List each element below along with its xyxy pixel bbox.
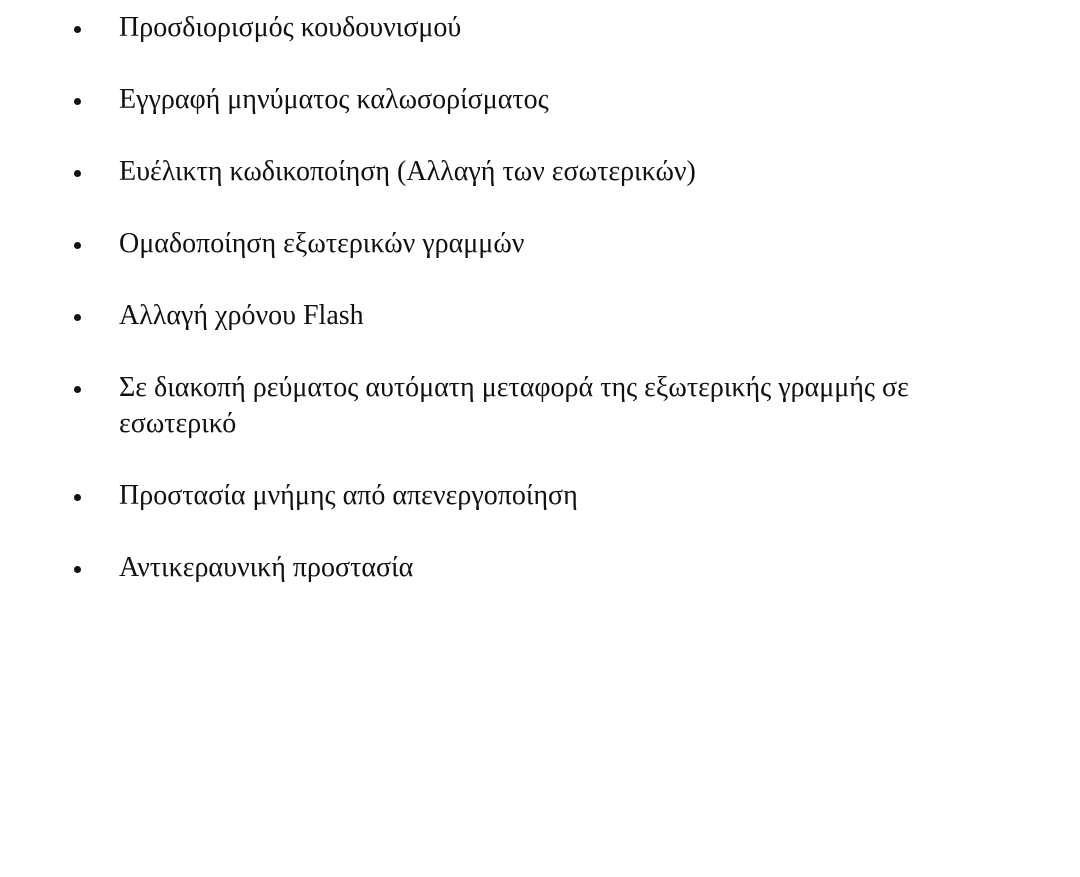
bullet-icon	[70, 478, 84, 514]
list-item-text: Αντικεραυνική προστασία	[119, 552, 414, 583]
list-item	[0, 154, 1080, 190]
list-item	[0, 478, 1080, 514]
list-item	[0, 82, 1080, 118]
list-item	[0, 550, 1080, 586]
list-item	[0, 10, 1080, 46]
bullet-icon	[70, 10, 84, 46]
list-item-text: Ευέλικτη κωδικοποίηση (Αλλαγή των εσωτερικών)	[119, 156, 696, 187]
list-item-text: Εγγραφή μηνύματος καλωσορίσματος	[119, 84, 549, 115]
list-item	[0, 370, 1080, 442]
list-item	[0, 226, 1080, 262]
list-item-text: Ομαδοποίηση εξωτερικών γραμμών	[119, 228, 525, 259]
bullet-icon	[70, 154, 84, 190]
bullet-icon	[70, 550, 84, 586]
list-item-text: Προσδιορισμός κουδουνισμού	[119, 12, 462, 43]
list-item-text: Προστασία μνήμης από απενεργοποίηση	[119, 480, 578, 511]
list-item-text: Αλλαγή χρόνου Flash	[119, 300, 364, 331]
feature-bullet-list	[0, 10, 1080, 622]
bullet-icon	[70, 82, 84, 118]
bullet-icon	[70, 226, 84, 262]
bullet-icon	[70, 298, 84, 334]
bullet-icon	[70, 370, 84, 406]
list-item	[0, 298, 1080, 334]
list-item-text: Σε διακοπή ρεύματος αυτόματη μεταφορά της εξωτερικής γραμμής σε εσωτερικό	[119, 372, 909, 439]
